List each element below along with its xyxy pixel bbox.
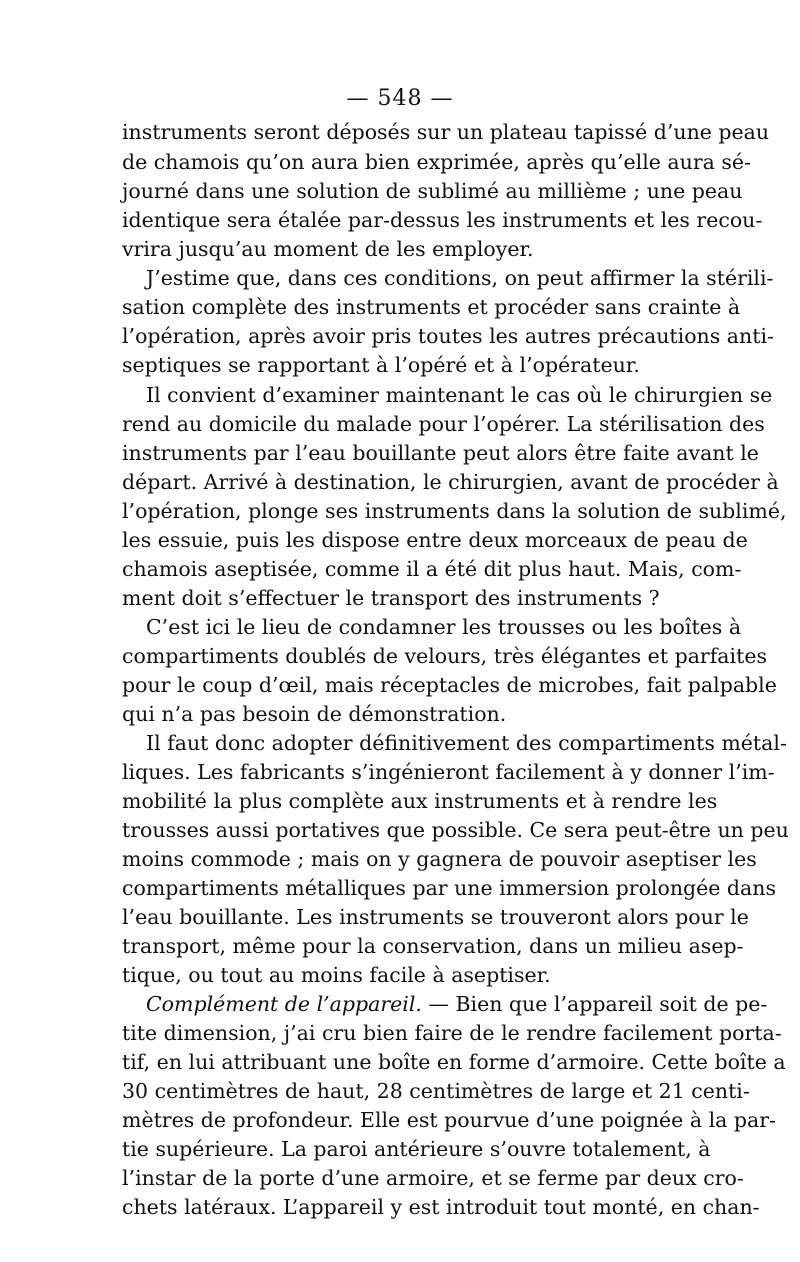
text-line: compartiments doublés de velours, très élégantes et parfaites	[122, 644, 767, 668]
section-lead-italic: Complément de l’appareil.	[146, 992, 422, 1016]
paragraph-start-line	[146, 989, 768, 1019]
text-line: tif, en lui attribuant une boîte en forme d’armoire. Cette boîte a	[122, 1050, 786, 1074]
text-line: tique, ou tout au moins facile à aseptiser.	[122, 963, 551, 987]
text-line: tite dimension, j’ai cru bien faire de le rendre facilement porta-	[122, 1021, 782, 1045]
text-line: compartiments métalliques par une immersion prolongée dans	[122, 876, 776, 900]
text-line: liques. Les fabricants s’ingénieront facilement à y donner l’im-	[122, 760, 775, 784]
text-line: l’eau bouillante. Les instruments se trouveront alors pour le	[122, 905, 749, 929]
paragraph-start-line: Il faut donc adopter définitivement des compartiments métal-	[146, 731, 787, 755]
text-line: chamois aseptisée, comme il a été dit plus haut. Mais, com-	[122, 557, 742, 581]
text-line: septiques se rapportant à l’opéré et à l’opérateur.	[122, 353, 640, 377]
text-line: l’opération, plonge ses instruments dans la solution de sublimé,	[122, 499, 787, 523]
text-line: mètres de profondeur. Elle est pourvue d’une poignée à la par-	[122, 1108, 776, 1132]
text-line: l’opération, après avoir pris toutes les autres précautions anti-	[122, 324, 774, 348]
text-line: pour le coup d’œil, mais réceptacles de microbes, fait palpable	[122, 673, 777, 697]
paragraph-start-line: C’est ici le lieu de condamner les trousses ou les boîtes à	[146, 615, 742, 639]
text-line: journé dans une solution de sublimé au millième ; une peau	[122, 179, 743, 203]
text-line: trousses aussi portatives que possible. Ce sera peut-être un peu	[122, 818, 789, 842]
text-line: instruments par l’eau bouillante peut alors être faite avant le	[122, 441, 759, 465]
text-line: chets latéraux. L’appareil y est introduit tout monté, en chan-	[122, 1195, 760, 1219]
text-line: mobilité la plus complète aux instruments et à rendre les	[122, 789, 718, 813]
text-line: de chamois qu’on aura bien exprimée, après qu’elle aura sé-	[122, 150, 751, 174]
text-line: transport, même pour la conservation, dans un milieu asep-	[122, 934, 744, 958]
text-line: identique sera étalée par-dessus les instruments et les recou-	[122, 208, 763, 232]
text-line: moins commode ; mais on y gagnera de pouvoir aseptiser les	[122, 847, 757, 871]
text-line: instruments seront déposés sur un plateau tapissé d’une peau	[122, 120, 770, 144]
paragraph-start-line: J’estime que, dans ces conditions, on peut affirmer la stérili-	[146, 266, 774, 290]
text-line-rest: — Bien que l’appareil soit de pe-	[428, 992, 768, 1016]
text-line: qui n’a pas besoin de démonstration.	[122, 702, 507, 726]
text-line: l’instar de la porte d’une armoire, et se ferme par deux cro-	[122, 1166, 744, 1190]
page-number: — 548 —	[346, 86, 454, 111]
text-line: départ. Arrivé à destination, le chirurgien, avant de procéder à	[122, 470, 779, 494]
text-line: rend au domicile du malade pour l’opérer. La stérilisation des	[122, 412, 765, 436]
text-line: ment doit s’effectuer le transport des instruments ?	[122, 586, 660, 610]
text-line: sation complète des instruments et procéder sans crainte à	[122, 295, 741, 319]
text-line: vrira jusqu’au moment de les employer.	[122, 237, 534, 261]
text-line: les essuie, puis les dispose entre deux morceaux de peau de	[122, 528, 748, 552]
text-line: 30 centimètres de haut, 28 centimètres de large et 21 centi-	[122, 1079, 750, 1103]
text-line: tie supérieure. La paroi antérieure s’ouvre totalement, à	[122, 1137, 711, 1161]
paragraph-start-line: Il convient d’examiner maintenant le cas où le chirurgien se	[146, 383, 773, 407]
